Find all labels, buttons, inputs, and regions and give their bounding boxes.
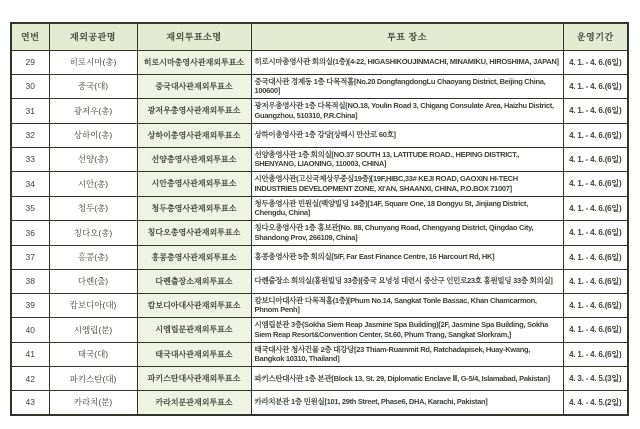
table-row	[11, 269, 628, 293]
polling-station-name-cell: 청두총영사관재외투표소	[137, 196, 251, 221]
table-row	[11, 74, 628, 99]
serial-number-cell: 42	[11, 367, 49, 391]
mission-name-cell: 파키스탄(대)	[49, 367, 137, 391]
operation-period-cell: 4. 4. - 4. 5.(2일)	[563, 391, 628, 415]
operation-period-cell: 4. 1. - 4. 6.(6일)	[563, 293, 628, 318]
mission-name-cell: 시안(총)	[49, 172, 137, 197]
polling-station-name-cell: 캄보디아대사관재외투표소	[137, 293, 251, 318]
polling-place-cell: 시엠립분관 3층(Sokha Siem Reap Jasmine Spa Building)[2F, Jasmine Spa Building, Sokha Siem Reap Resort&Convention Center, St.60, Phum Trang, Sangkat Slorkram,]	[251, 318, 563, 343]
serial-number-cell: 30	[11, 74, 49, 99]
polling-place-cell: 카라치분관 1층 민원실[101, 29th Street, Phase6, DHA, Karachi, Pakistan]	[251, 391, 563, 415]
mission-name-cell: 시엠립(분)	[49, 318, 137, 343]
polling-place-cell: 태국대사관 청사건물 2층 대강당[23 Thiam-Ruammit Rd, Ratchadapisek, Huay-Kwang, Bangkok 10310, Thailand]	[251, 342, 563, 367]
table-row	[11, 391, 628, 415]
table-row	[11, 318, 628, 343]
operation-period-cell: 4. 1. - 4. 6.(6일)	[563, 50, 628, 74]
operation-period-cell: 4. 1. - 4. 6.(6일)	[563, 99, 628, 124]
serial-number-cell: 41	[11, 342, 49, 367]
serial-number-cell: 37	[11, 245, 49, 269]
polling-station-name-cell: 홍콩총영사관재외투표소	[137, 245, 251, 269]
polling-place-cell: 칭다오총영사관 1층 홍보관[No. 88, Chunyang Road, Chengyang District, Qingdao City, Shandong Prov, 266109, China]	[251, 221, 563, 246]
mission-name-cell: 다롄(출)	[49, 269, 137, 293]
operation-period-cell: 4. 1. - 4. 6.(6일)	[563, 221, 628, 246]
table-row	[11, 367, 628, 391]
table-row	[11, 196, 628, 221]
serial-number-cell: 35	[11, 196, 49, 221]
polling-place-cell: 광저우총영사관 1층 다목적실[NO.18, Youlin Road 3, Chigang Consulate Area, Haizhu District, Guangzhou, 510310, P.R.China]	[251, 99, 563, 124]
table-row	[11, 245, 628, 269]
operation-period-cell: 4. 1. - 4. 6.(6일)	[563, 196, 628, 221]
polling-station-name-cell: 선양총영사관재외투표소	[137, 147, 251, 172]
table-row	[11, 172, 628, 197]
serial-number-cell: 43	[11, 391, 49, 415]
polling-station-name-cell: 파키스탄대사관재외투표소	[137, 367, 251, 391]
operation-period-cell: 4. 1. - 4. 6.(6일)	[563, 123, 628, 147]
polling-place-cell: 히로시마총영사관 회의실(1층)[4-22, HIGASHIKOUJINMACHI, MINAMIKU, HIROSHIMA, JAPAN]	[251, 50, 563, 74]
polling-place-cell: 상하이총영사관 1층 강당[상해시 만산로 60호]	[251, 123, 563, 147]
mission-name-cell: 태국(대)	[49, 342, 137, 367]
mission-name-cell: 상하이(총)	[49, 123, 137, 147]
polling-place-cell: 다롄출장소 회의실(홍원빌딩 33층)[중국 요녕성 대련시 중산구 인민로23호 홍원빌딩 33층 회의실]	[251, 269, 563, 293]
operation-period-cell: 4. 1. - 4. 6.(6일)	[563, 147, 628, 172]
mission-name-cell: 홍콩(총)	[49, 245, 137, 269]
mission-name-cell: 광저우(총)	[49, 99, 137, 124]
serial-number-cell: 38	[11, 269, 49, 293]
mission-name-cell: 칭다오(총)	[49, 221, 137, 246]
polling-station-name-cell: 다롄출장소재외투표소	[137, 269, 251, 293]
serial-number-cell: 39	[11, 293, 49, 318]
polling-station-name-cell: 중국대사관재외투표소	[137, 74, 251, 99]
col-header-operation-period: 운영기간	[563, 23, 628, 50]
serial-number-cell: 31	[11, 99, 49, 124]
serial-number-cell: 32	[11, 123, 49, 147]
polling-station-name-cell: 카라치분관재외투표소	[137, 391, 251, 415]
operation-period-cell: 4. 1. - 4. 6.(6일)	[563, 172, 628, 197]
polling-place-cell: 선양총영사관 1층 회의실[NO.37 SOUTH 13, LATITUDE ROAD., HEPING DISTRICT., SHENYANG, LIAONING, 110003, CHINA]	[251, 147, 563, 172]
table-row	[11, 123, 628, 147]
mission-name-cell: 중국(대)	[49, 74, 137, 99]
col-header-mission-name: 재외공관명	[49, 23, 137, 50]
polling-place-cell: 캄보디아대사관 다목적홀(1층)[Phum No.14, Sangkat Tonle Bassac, Khan Chamcarmon, Phnom Penh]	[251, 293, 563, 318]
table-row	[11, 50, 628, 74]
operation-period-cell: 4. 1. - 4. 6.(6일)	[563, 245, 628, 269]
polling-place-cell: 시안총영사관(고신국제상무중심19층)[19F,HIBC,33# KEJI ROAD, GAOXIN HI-TECH INDUSTRIES DEVELOPMENT ZONE, XI'AN, SHAANXI, CHINA, P.O.BOX 71007]	[251, 172, 563, 197]
polling-station-name-cell: 태국대사관재외투표소	[137, 342, 251, 367]
mission-name-cell: 선양(총)	[49, 147, 137, 172]
mission-name-cell: 캄보디아(대)	[49, 293, 137, 318]
polling-place-cell: 파키스탄대사관 1층 본관[Block 13, St. 29, Diplomatic Enclave Ⅱ, G-5/4, Islamabad, Pakistan]	[251, 367, 563, 391]
serial-number-cell: 34	[11, 172, 49, 197]
operation-period-cell: 4. 1. - 4. 6.(6일)	[563, 74, 628, 99]
polling-place-cell: 중국대사관 경제동 1층 다목적홀[No.20 DongfangdongLu Chaoyang District, Beijing China, 100600]	[251, 74, 563, 99]
operation-period-cell: 4. 3. - 4. 5.(3일)	[563, 367, 628, 391]
table-row	[11, 99, 628, 124]
mission-name-cell: 히로시마(총)	[49, 50, 137, 74]
table-row	[11, 342, 628, 367]
serial-number-cell: 29	[11, 50, 49, 74]
polling-station-name-cell: 시안총영사관재외투표소	[137, 172, 251, 197]
polling-station-name-cell: 히로시마총영사관재외투표소	[137, 50, 251, 74]
serial-number-cell: 40	[11, 318, 49, 343]
serial-number-cell: 36	[11, 221, 49, 246]
table-row	[11, 147, 628, 172]
col-header-serial-number: 연번	[11, 23, 49, 50]
operation-period-cell: 4. 1. - 4. 6.(6일)	[563, 269, 628, 293]
col-header-polling-place: 투표 장소	[251, 23, 563, 50]
header-row	[11, 23, 628, 50]
table-row	[11, 293, 628, 318]
operation-period-cell: 4. 1. - 4. 6.(6일)	[563, 342, 628, 367]
polling-station-name-cell: 칭다오총영사관재외투표소	[137, 221, 251, 246]
mission-name-cell: 카라치(분)	[49, 391, 137, 415]
serial-number-cell: 33	[11, 147, 49, 172]
table-row	[11, 221, 628, 246]
polling-station-name-cell: 시엠립분관재외투표소	[137, 318, 251, 343]
table-body	[11, 50, 628, 415]
polling-place-cell: 청두총영사관 민원실(백양빌딩 14층)[14F, Square One, 18 Dongyu St, Jinjiang District, Chengdu, China]	[251, 196, 563, 221]
col-header-polling-station-name: 재외투표소명	[137, 23, 251, 50]
overseas-polling-stations-table	[10, 22, 629, 416]
polling-place-cell: 홍콩총영사관 5층 회의실[5/F, Far East Finance Centre, 16 Harcourt Rd, HK]	[251, 245, 563, 269]
operation-period-cell: 4. 1. - 4. 6.(6일)	[563, 318, 628, 343]
mission-name-cell: 청두(총)	[49, 196, 137, 221]
polling-station-name-cell: 광저우총영사관재외투표소	[137, 99, 251, 124]
polling-station-name-cell: 상하이총영사관재외투표소	[137, 123, 251, 147]
